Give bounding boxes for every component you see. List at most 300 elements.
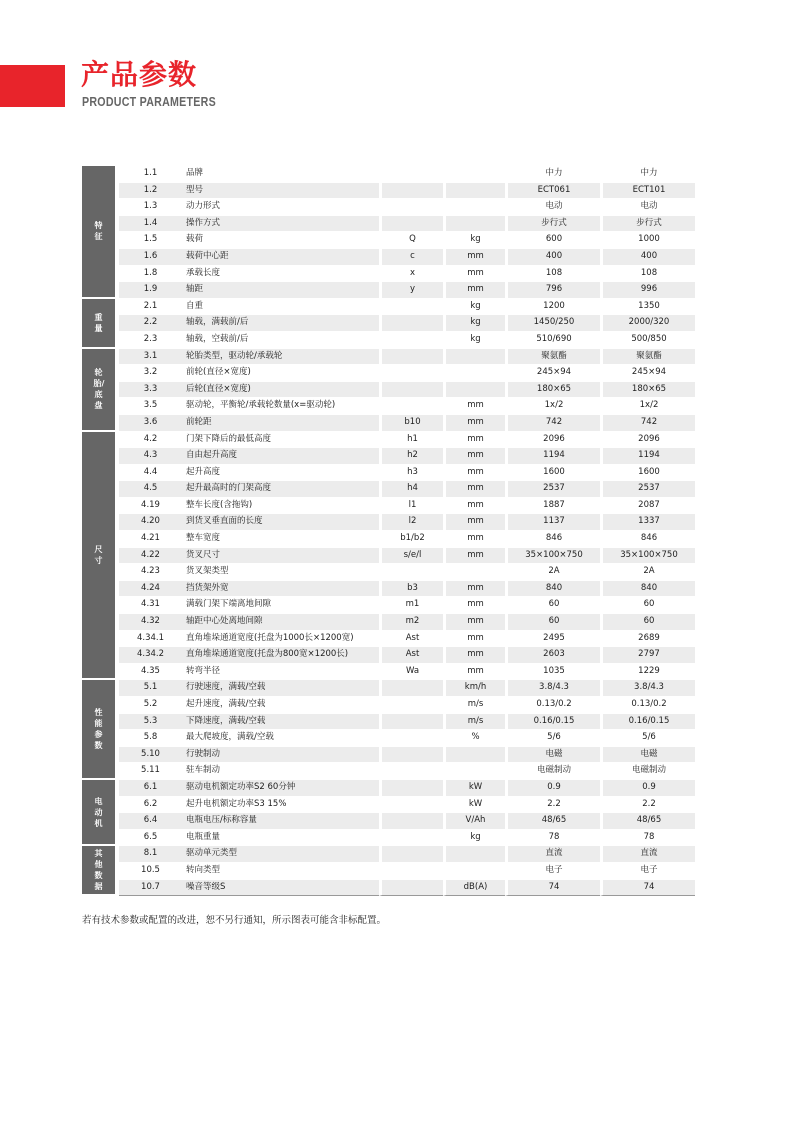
row-symbol: Ast xyxy=(379,647,443,664)
row-number: 1.9 xyxy=(119,282,182,299)
row-value-ect061: 1887 xyxy=(505,498,600,515)
table-row xyxy=(82,266,695,283)
row-name: 驻车制动 xyxy=(182,763,379,780)
row-value-ect101: 48/65 xyxy=(600,813,695,830)
row-value-ect061: 1035 xyxy=(505,664,600,681)
row-value-ect061: 35×100×750 xyxy=(505,548,600,565)
row-value-ect061: 846 xyxy=(505,531,600,548)
row-symbol xyxy=(379,797,443,814)
row-name: 驱动单元类型 xyxy=(182,846,379,863)
row-symbol xyxy=(379,564,443,581)
row-value-ect061: 5/6 xyxy=(505,730,600,747)
row-value-ect101: 直流 xyxy=(600,846,695,863)
row-number: 5.10 xyxy=(119,747,182,764)
row-value-ect101: 1x/2 xyxy=(600,398,695,415)
table-row xyxy=(82,780,695,797)
row-symbol xyxy=(379,183,443,200)
table-row xyxy=(82,216,695,233)
row-name: 前轮距 xyxy=(182,415,379,432)
section-label xyxy=(82,299,119,349)
row-number: 3.3 xyxy=(119,382,182,399)
row-unit: mm xyxy=(443,481,505,498)
row-name: 轴载，空载前/后 xyxy=(182,332,379,349)
row-value-ect101: 2537 xyxy=(600,481,695,498)
row-unit: mm xyxy=(443,249,505,266)
section-label xyxy=(82,846,119,896)
row-number: 10.7 xyxy=(119,880,182,897)
row-value-ect061: 聚氨酯 xyxy=(505,349,600,366)
row-unit: kg xyxy=(443,299,505,316)
row-symbol: y xyxy=(379,282,443,299)
row-unit: mm xyxy=(443,266,505,283)
row-value-ect101: 2000/320 xyxy=(600,315,695,332)
row-value-ect101: 1350 xyxy=(600,299,695,316)
row-value-ect101: 1337 xyxy=(600,514,695,531)
row-value-ect101: 78 xyxy=(600,830,695,847)
row-value-ect101: 2689 xyxy=(600,631,695,648)
table-row xyxy=(82,697,695,714)
row-symbol xyxy=(379,714,443,731)
row-value-ect101: ECT101 xyxy=(600,183,695,200)
row-value-ect061: 1450/250 xyxy=(505,315,600,332)
row-unit xyxy=(443,763,505,780)
row-value-ect061: 电子 xyxy=(505,863,600,880)
table-row xyxy=(82,597,695,614)
row-value-ect101: 2.2 xyxy=(600,797,695,814)
table-row xyxy=(82,863,695,880)
row-value-ect101: 2797 xyxy=(600,647,695,664)
row-unit: dB(A) xyxy=(443,880,505,897)
row-symbol xyxy=(379,697,443,714)
table-row xyxy=(82,813,695,830)
row-number: 4.22 xyxy=(119,548,182,565)
row-value-ect101: 步行式 xyxy=(600,216,695,233)
row-name: 载荷 xyxy=(182,232,379,249)
row-unit: mm xyxy=(443,398,505,415)
row-unit: % xyxy=(443,730,505,747)
row-value-ect061: 中力 xyxy=(505,166,600,183)
section-label xyxy=(82,166,119,299)
row-unit xyxy=(443,747,505,764)
row-name: 货叉尺寸 xyxy=(182,548,379,565)
row-unit: kg xyxy=(443,315,505,332)
row-value-ect061: 2495 xyxy=(505,631,600,648)
row-unit xyxy=(443,166,505,183)
table-row xyxy=(82,382,695,399)
row-number: 1.1 xyxy=(119,166,182,183)
row-value-ect101: 1000 xyxy=(600,232,695,249)
row-unit: mm xyxy=(443,581,505,598)
row-name: 下降速度，满载/空载 xyxy=(182,714,379,731)
row-unit: mm xyxy=(443,548,505,565)
row-value-ect061: 600 xyxy=(505,232,600,249)
row-value-ect101: 74 xyxy=(600,880,695,897)
row-symbol xyxy=(379,730,443,747)
row-value-ect101: 840 xyxy=(600,581,695,598)
row-value-ect061: ECT061 xyxy=(505,183,600,200)
table-row xyxy=(82,315,695,332)
row-symbol xyxy=(379,763,443,780)
row-value-ect061: 1600 xyxy=(505,465,600,482)
row-name: 载荷中心距 xyxy=(182,249,379,266)
row-unit xyxy=(443,199,505,216)
row-value-ect061: 1x/2 xyxy=(505,398,600,415)
row-symbol: l2 xyxy=(379,514,443,531)
table-row xyxy=(82,332,695,349)
row-number: 1.4 xyxy=(119,216,182,233)
row-value-ect101: 0.9 xyxy=(600,780,695,797)
row-value-ect061: 0.13/0.2 xyxy=(505,697,600,714)
row-value-ect101: 5/6 xyxy=(600,730,695,747)
row-number: 6.4 xyxy=(119,813,182,830)
row-name: 直角堆垛通道宽度(托盘为800宽×1200长) xyxy=(182,647,379,664)
row-number: 3.2 xyxy=(119,365,182,382)
row-unit xyxy=(443,382,505,399)
section-label xyxy=(82,349,119,432)
row-symbol: h3 xyxy=(379,465,443,482)
row-value-ect101: 108 xyxy=(600,266,695,283)
row-number: 4.35 xyxy=(119,664,182,681)
row-symbol: m1 xyxy=(379,597,443,614)
row-symbol xyxy=(379,680,443,697)
row-number: 5.8 xyxy=(119,730,182,747)
table-row xyxy=(82,614,695,631)
table-row xyxy=(82,365,695,382)
row-name: 电瓶电压/标称容量 xyxy=(182,813,379,830)
row-number: 6.1 xyxy=(119,780,182,797)
table-row xyxy=(82,747,695,764)
row-unit: m/s xyxy=(443,697,505,714)
row-value-ect101: 中力 xyxy=(600,166,695,183)
row-unit: mm xyxy=(443,448,505,465)
row-value-ect061: 796 xyxy=(505,282,600,299)
row-name: 驱动电机额定功率S2 60分钟 xyxy=(182,780,379,797)
row-symbol xyxy=(379,813,443,830)
row-value-ect061: 0.9 xyxy=(505,780,600,797)
table-row xyxy=(82,846,695,863)
row-unit xyxy=(443,216,505,233)
row-value-ect061: 步行式 xyxy=(505,216,600,233)
table-row xyxy=(82,647,695,664)
row-name: 轴距中心处离地间隙 xyxy=(182,614,379,631)
table-row xyxy=(82,232,695,249)
row-value-ect061: 2537 xyxy=(505,481,600,498)
row-number: 4.20 xyxy=(119,514,182,531)
row-value-ect061: 60 xyxy=(505,614,600,631)
footnote: 若有技术参数或配置的改进，恕不另行通知，所示图表可能含非标配置。 xyxy=(82,915,387,926)
table-row xyxy=(82,680,695,697)
row-unit: mm xyxy=(443,597,505,614)
row-number: 2.3 xyxy=(119,332,182,349)
row-number: 1.8 xyxy=(119,266,182,283)
row-symbol xyxy=(379,365,443,382)
row-number: 3.6 xyxy=(119,415,182,432)
row-name: 型号 xyxy=(182,183,379,200)
row-name: 最大爬坡度，满载/空载 xyxy=(182,730,379,747)
row-value-ect061: 180×65 xyxy=(505,382,600,399)
row-value-ect101: 742 xyxy=(600,415,695,432)
row-value-ect101: 电动 xyxy=(600,199,695,216)
row-number: 1.3 xyxy=(119,199,182,216)
row-symbol: m2 xyxy=(379,614,443,631)
row-symbol xyxy=(379,199,443,216)
table-row xyxy=(82,465,695,482)
row-value-ect061: 78 xyxy=(505,830,600,847)
row-number: 1.5 xyxy=(119,232,182,249)
table-row xyxy=(82,398,695,415)
row-value-ect101: 1229 xyxy=(600,664,695,681)
row-name: 轴距 xyxy=(182,282,379,299)
row-unit: mm xyxy=(443,531,505,548)
row-value-ect061: 电磁制动 xyxy=(505,763,600,780)
row-number: 1.2 xyxy=(119,183,182,200)
row-name: 整车长度(含拖钩) xyxy=(182,498,379,515)
row-unit: mm xyxy=(443,614,505,631)
row-number: 4.32 xyxy=(119,614,182,631)
row-value-ect101: 2096 xyxy=(600,432,695,449)
row-name: 自由起升高度 xyxy=(182,448,379,465)
row-name: 行驶制动 xyxy=(182,747,379,764)
row-value-ect101: 400 xyxy=(600,249,695,266)
row-number: 4.34.1 xyxy=(119,631,182,648)
page-subtitle: PRODUCT PARAMETERS xyxy=(82,94,216,109)
row-symbol xyxy=(379,880,443,897)
row-symbol xyxy=(379,747,443,764)
row-value-ect061: 电动 xyxy=(505,199,600,216)
row-name: 电瓶重量 xyxy=(182,830,379,847)
row-name: 起升最高时的门架高度 xyxy=(182,481,379,498)
table-row xyxy=(82,664,695,681)
row-value-ect101: 0.13/0.2 xyxy=(600,697,695,714)
row-name: 操作方式 xyxy=(182,216,379,233)
row-unit: kg xyxy=(443,332,505,349)
table-row xyxy=(82,448,695,465)
row-number: 5.1 xyxy=(119,680,182,697)
row-value-ect101: 846 xyxy=(600,531,695,548)
row-value-ect061: 74 xyxy=(505,880,600,897)
row-number: 4.23 xyxy=(119,564,182,581)
row-unit: mm xyxy=(443,465,505,482)
row-value-ect101: 60 xyxy=(600,614,695,631)
row-symbol xyxy=(379,349,443,366)
row-number: 4.21 xyxy=(119,531,182,548)
table-row xyxy=(82,581,695,598)
section-label-text: 特征 xyxy=(94,221,103,242)
row-unit xyxy=(443,564,505,581)
row-unit xyxy=(443,183,505,200)
row-unit: m/s xyxy=(443,714,505,731)
row-symbol: h2 xyxy=(379,448,443,465)
row-symbol: h1 xyxy=(379,432,443,449)
page-title: 产品参数 xyxy=(81,58,198,91)
row-name: 整车宽度 xyxy=(182,531,379,548)
row-value-ect061: 48/65 xyxy=(505,813,600,830)
row-name: 起升速度，满载/空载 xyxy=(182,697,379,714)
row-number: 4.3 xyxy=(119,448,182,465)
row-symbol xyxy=(379,315,443,332)
row-unit: kW xyxy=(443,797,505,814)
section-label xyxy=(82,680,119,780)
row-symbol xyxy=(379,780,443,797)
row-value-ect061: 742 xyxy=(505,415,600,432)
row-number: 6.2 xyxy=(119,797,182,814)
row-number: 8.1 xyxy=(119,846,182,863)
row-unit: mm xyxy=(443,631,505,648)
row-number: 4.19 xyxy=(119,498,182,515)
row-value-ect101: 电磁制动 xyxy=(600,763,695,780)
table-row xyxy=(82,249,695,266)
row-name: 行驶速度，满载/空载 xyxy=(182,680,379,697)
table-row xyxy=(82,531,695,548)
row-number: 3.5 xyxy=(119,398,182,415)
row-value-ect061: 2096 xyxy=(505,432,600,449)
row-unit: kg xyxy=(443,830,505,847)
row-value-ect101: 500/850 xyxy=(600,332,695,349)
row-name: 转弯半径 xyxy=(182,664,379,681)
row-symbol xyxy=(379,398,443,415)
row-value-ect061: 2.2 xyxy=(505,797,600,814)
header-accent-bar xyxy=(0,65,65,107)
table-row xyxy=(82,714,695,731)
row-value-ect101: 电磁 xyxy=(600,747,695,764)
row-number: 4.4 xyxy=(119,465,182,482)
row-number: 4.34.2 xyxy=(119,647,182,664)
row-value-ect101: 60 xyxy=(600,597,695,614)
row-unit: kg xyxy=(443,232,505,249)
row-symbol xyxy=(379,299,443,316)
row-name: 门架下降后的最低高度 xyxy=(182,432,379,449)
row-symbol: Wa xyxy=(379,664,443,681)
table-row xyxy=(82,797,695,814)
row-symbol: h4 xyxy=(379,481,443,498)
row-symbol: b1/b2 xyxy=(379,531,443,548)
row-symbol: c xyxy=(379,249,443,266)
row-number: 6.5 xyxy=(119,830,182,847)
table-row xyxy=(82,349,695,366)
table-row xyxy=(82,183,695,200)
row-name: 轴载，满载前/后 xyxy=(182,315,379,332)
row-value-ect101: 2A xyxy=(600,564,695,581)
table-row xyxy=(82,763,695,780)
row-name: 后轮(直径×宽度) xyxy=(182,382,379,399)
row-symbol xyxy=(379,830,443,847)
row-name: 品牌 xyxy=(182,166,379,183)
row-unit: mm xyxy=(443,415,505,432)
row-value-ect101: 1600 xyxy=(600,465,695,482)
row-unit: mm xyxy=(443,514,505,531)
table-row xyxy=(82,830,695,847)
row-unit: mm xyxy=(443,498,505,515)
row-number: 3.1 xyxy=(119,349,182,366)
row-symbol xyxy=(379,332,443,349)
row-unit xyxy=(443,365,505,382)
row-name: 承载长度 xyxy=(182,266,379,283)
row-unit: kW xyxy=(443,780,505,797)
row-value-ect061: 840 xyxy=(505,581,600,598)
row-number: 1.6 xyxy=(119,249,182,266)
row-number: 5.11 xyxy=(119,763,182,780)
table-row xyxy=(82,880,695,897)
row-name: 起升高度 xyxy=(182,465,379,482)
row-value-ect101: 0.16/0.15 xyxy=(600,714,695,731)
row-symbol: b3 xyxy=(379,581,443,598)
row-symbol xyxy=(379,216,443,233)
row-unit: km/h xyxy=(443,680,505,697)
table-row xyxy=(82,432,695,449)
table-row xyxy=(82,481,695,498)
row-value-ect101: 996 xyxy=(600,282,695,299)
row-symbol: Ast xyxy=(379,631,443,648)
table-row xyxy=(82,199,695,216)
row-value-ect061: 2A xyxy=(505,564,600,581)
section-label-text: 性能参数 xyxy=(94,708,103,751)
row-value-ect061: 2603 xyxy=(505,647,600,664)
row-number: 4.31 xyxy=(119,597,182,614)
row-value-ect061: 60 xyxy=(505,597,600,614)
section-label xyxy=(82,432,119,681)
table-row xyxy=(82,498,695,515)
table-row xyxy=(82,564,695,581)
row-value-ect061: 510/690 xyxy=(505,332,600,349)
row-value-ect101: 180×65 xyxy=(600,382,695,399)
row-unit xyxy=(443,349,505,366)
row-name: 货叉架类型 xyxy=(182,564,379,581)
row-number: 4.5 xyxy=(119,481,182,498)
row-name: 挡货架外宽 xyxy=(182,581,379,598)
row-unit: mm xyxy=(443,664,505,681)
table-row xyxy=(82,282,695,299)
row-value-ect101: 电子 xyxy=(600,863,695,880)
row-unit xyxy=(443,846,505,863)
row-value-ect061: 1200 xyxy=(505,299,600,316)
section-label-text: 尺寸 xyxy=(94,544,103,565)
row-value-ect101: 35×100×750 xyxy=(600,548,695,565)
row-number: 4.2 xyxy=(119,432,182,449)
table-row xyxy=(82,514,695,531)
row-value-ect061: 3.8/4.3 xyxy=(505,680,600,697)
row-value-ect101: 1194 xyxy=(600,448,695,465)
row-unit xyxy=(443,863,505,880)
row-value-ect101: 2087 xyxy=(600,498,695,515)
row-symbol xyxy=(379,846,443,863)
row-symbol: l1 xyxy=(379,498,443,515)
row-unit: mm xyxy=(443,647,505,664)
spec-table-body xyxy=(82,166,695,896)
row-value-ect101: 245×94 xyxy=(600,365,695,382)
row-number: 5.2 xyxy=(119,697,182,714)
section-label-text: 其他数据 xyxy=(94,849,103,892)
row-number: 2.2 xyxy=(119,315,182,332)
row-value-ect061: 400 xyxy=(505,249,600,266)
table-row xyxy=(82,730,695,747)
row-unit: mm xyxy=(443,432,505,449)
row-symbol xyxy=(379,382,443,399)
spec-table xyxy=(82,166,695,896)
table-row xyxy=(82,299,695,316)
row-symbol: b10 xyxy=(379,415,443,432)
row-name: 满载门架下端离地间隙 xyxy=(182,597,379,614)
row-unit: V/Ah xyxy=(443,813,505,830)
table-row xyxy=(82,415,695,432)
section-label-text: 电动机 xyxy=(94,796,103,828)
row-name: 前轮(直径×宽度) xyxy=(182,365,379,382)
row-name: 直角堆垛通道宽度(托盘为1000长×1200宽) xyxy=(182,631,379,648)
row-name: 噪音等级S xyxy=(182,880,379,897)
row-unit: mm xyxy=(443,282,505,299)
row-symbol: s/e/l xyxy=(379,548,443,565)
section-label xyxy=(82,780,119,846)
row-value-ect061: 1137 xyxy=(505,514,600,531)
